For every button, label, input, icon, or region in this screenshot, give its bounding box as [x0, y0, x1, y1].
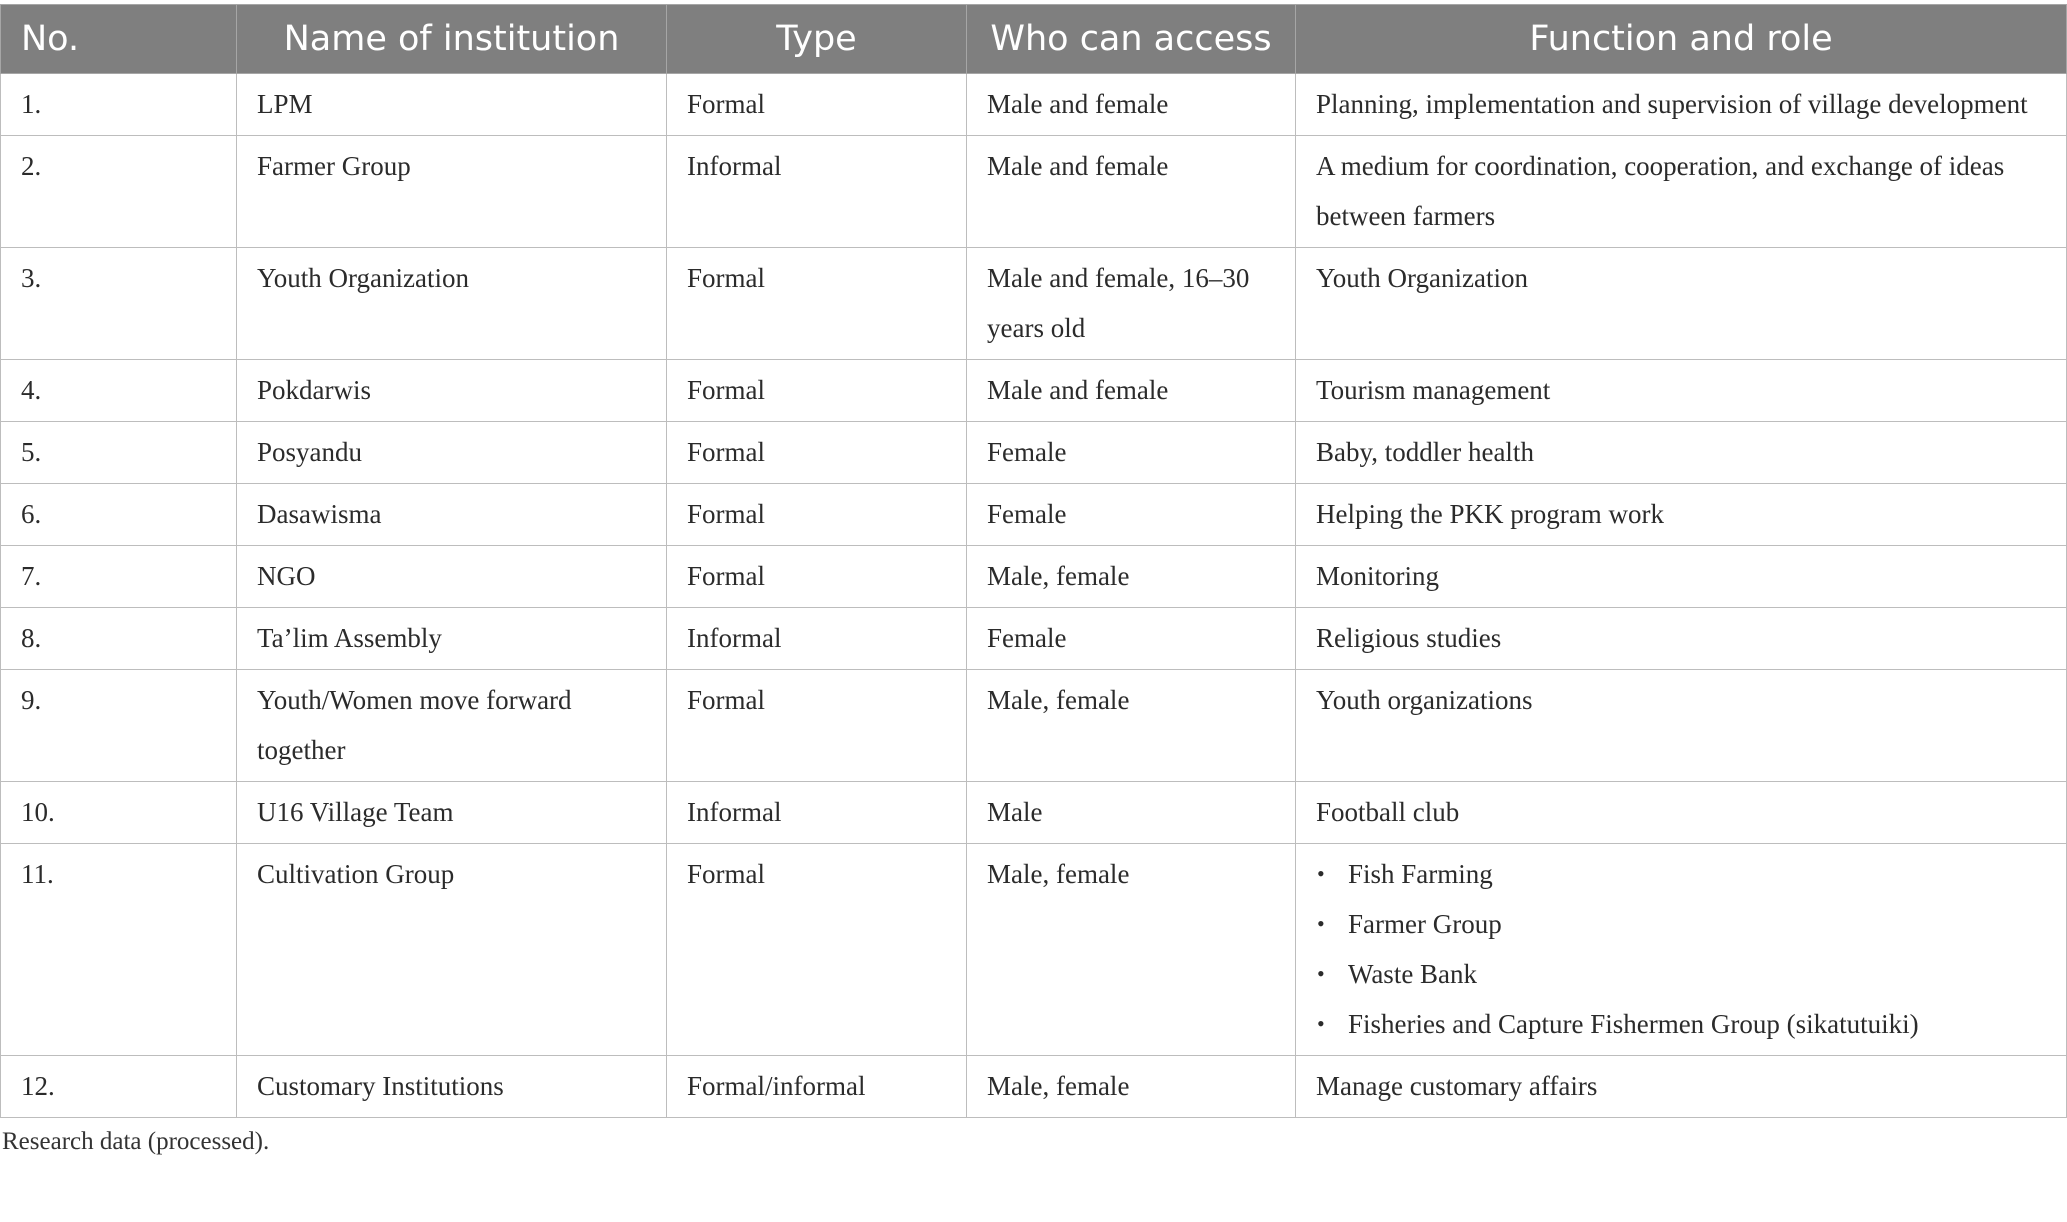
cell-no: 1. [1, 74, 237, 136]
cell-type: Formal [667, 74, 967, 136]
cell-type: Formal [667, 248, 967, 360]
cell-access: Male and female [967, 136, 1296, 248]
cell-function: Planning, implementation and supervision of village development [1296, 74, 2067, 136]
bullet-item: • Fish Farming [1348, 849, 2046, 899]
header-access: Who can access [967, 5, 1296, 74]
cell-type: Formal [667, 844, 967, 1056]
cell-access: Female [967, 484, 1296, 546]
table-row [1, 782, 2067, 844]
cell-no: 7. [1, 546, 237, 608]
table-row [1, 608, 2067, 670]
table-row [1, 670, 2067, 782]
cell-function: A medium for coordination, cooperation, and exchange of ideas between farmers [1296, 136, 2067, 248]
header-no: No. [1, 5, 237, 74]
cell-no: 3. [1, 248, 237, 360]
cell-type: Informal [667, 608, 967, 670]
table-row [1, 74, 2067, 136]
cell-type: Informal [667, 782, 967, 844]
cell-type: Formal/informal [667, 1056, 967, 1118]
cell-type: Formal [667, 670, 967, 782]
cell-type: Formal [667, 484, 967, 546]
cell-no: 11. [1, 844, 237, 1056]
table-container [0, 4, 2067, 1156]
cell-access: Male, female [967, 844, 1296, 1056]
cell-no: 4. [1, 360, 237, 422]
cell-name: NGO [237, 546, 667, 608]
bullet-item: • Fisheries and Capture Fishermen Group (sikatutuiki) [1348, 999, 2046, 1049]
bullet-item: • Waste Bank [1348, 949, 2046, 999]
cell-function: Youth organizations [1296, 670, 2067, 782]
cell-type: Informal [667, 136, 967, 248]
cell-name: Pokdarwis [237, 360, 667, 422]
cell-no: 12. [1, 1056, 237, 1118]
cell-name: LPM [237, 74, 667, 136]
cell-type: Formal [667, 422, 967, 484]
cell-access: Female [967, 608, 1296, 670]
table-row [1, 248, 2067, 360]
cell-no: 8. [1, 608, 237, 670]
cell-access: Male [967, 782, 1296, 844]
cell-name: Dasawisma [237, 484, 667, 546]
cell-name: Youth/Women move forward together [237, 670, 667, 782]
cell-function: Manage customary affairs [1296, 1056, 2067, 1118]
cell-name: Cultivation Group [237, 844, 667, 1056]
cell-name: Youth Organization [237, 248, 667, 360]
cell-function: Tourism management [1296, 360, 2067, 422]
cell-no: 5. [1, 422, 237, 484]
cell-function: Helping the PKK program work [1296, 484, 2067, 546]
cell-no: 10. [1, 782, 237, 844]
header-row [1, 5, 2067, 74]
cell-name: U16 Village Team [237, 782, 667, 844]
table-row [1, 136, 2067, 248]
cell-function: Football club [1296, 782, 2067, 844]
cell-no: 2. [1, 136, 237, 248]
cell-function [1296, 844, 2067, 1056]
cell-access: Male, female [967, 1056, 1296, 1118]
cell-function: Youth Organization [1296, 248, 2067, 360]
table-row [1, 422, 2067, 484]
table-footnote: Research data (processed). [2, 1128, 270, 1155]
cell-access: Male and female [967, 74, 1296, 136]
table-row [1, 484, 2067, 546]
cell-name: Ta’lim Assembly [237, 608, 667, 670]
table-row [1, 546, 2067, 608]
cell-access: Female [967, 422, 1296, 484]
cell-no: 9. [1, 670, 237, 782]
cell-no: 6. [1, 484, 237, 546]
header-type: Type [667, 5, 967, 74]
cell-access: Male, female [967, 546, 1296, 608]
cell-function: Baby, toddler health [1296, 422, 2067, 484]
table-row [1, 360, 2067, 422]
header-function: Function and role [1296, 5, 2067, 74]
cell-access: Male and female, 16–30 years old [967, 248, 1296, 360]
bullet-item: • Farmer Group [1348, 899, 2046, 949]
institutions-table [0, 4, 2067, 1118]
cell-function: Religious studies [1296, 608, 2067, 670]
table-row [1, 1056, 2067, 1118]
cell-name: Posyandu [237, 422, 667, 484]
cell-name: Customary Institutions [237, 1056, 667, 1118]
cell-name: Farmer Group [237, 136, 667, 248]
cell-type: Formal [667, 546, 967, 608]
cell-type: Formal [667, 360, 967, 422]
cell-function: Monitoring [1296, 546, 2067, 608]
cell-access: Male, female [967, 670, 1296, 782]
cell-access: Male and female [967, 360, 1296, 422]
function-bullet-list [1316, 849, 2046, 1049]
table-row [1, 844, 2067, 1056]
header-name: Name of institution [237, 5, 667, 74]
